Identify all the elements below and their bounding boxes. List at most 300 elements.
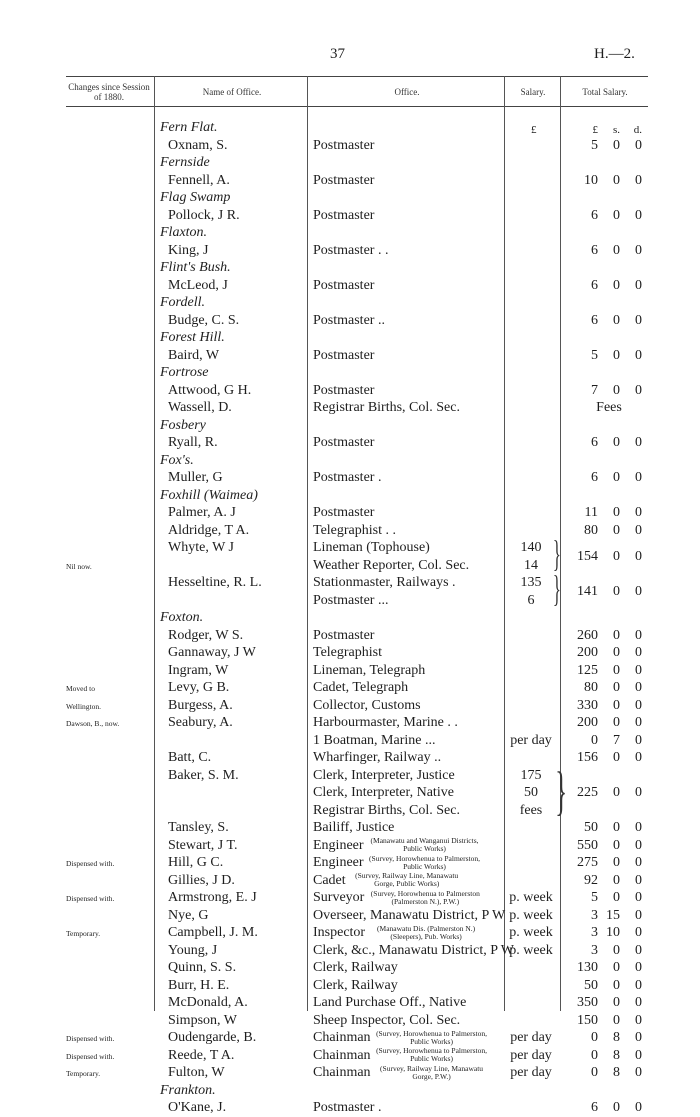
total-shillings: 0 (613, 872, 620, 888)
office-title (313, 994, 466, 1012)
officer-name: Young, J (168, 942, 218, 958)
officer-name: Fennell, A. (168, 172, 230, 188)
officer-name: Oxnam, S. (168, 137, 228, 153)
officer-name: Muller, G (168, 470, 223, 485)
office-title (313, 959, 398, 977)
place-heading: Foxton. (160, 610, 204, 625)
total-shillings: 0 (613, 1012, 620, 1028)
total-shillings: 0 (613, 207, 620, 223)
total-pence: 0 (635, 470, 642, 485)
total-shillings: 0 (613, 522, 620, 538)
total-pounds: 6 (591, 242, 598, 258)
office-text: Telegraphist . . (313, 522, 396, 538)
office-title (313, 172, 374, 190)
office-title (313, 697, 421, 715)
total-pounds: 141 (577, 583, 598, 599)
total-pounds: 50 (584, 977, 598, 993)
total-pence: 0 (635, 907, 642, 923)
office-text: Overseer, Manawatu District, P W (313, 907, 506, 923)
officer-name: Pollock, J R. (168, 207, 240, 223)
total-pence: 0 (635, 1047, 642, 1063)
total-pence: 0 (635, 837, 642, 853)
table-row (0, 819, 700, 837)
salary-value: 140 (520, 540, 542, 555)
salary-value: per day (510, 1065, 552, 1080)
change-note: Dispensed with. (66, 1034, 115, 1043)
table-row (0, 697, 700, 715)
office-title (313, 714, 458, 732)
total-shillings: 0 (613, 277, 620, 293)
total-pence: 0 (635, 977, 642, 993)
officer-name: Quinn, S. S. (168, 960, 237, 975)
total-pounds: 125 (577, 662, 598, 678)
office-title (313, 469, 381, 487)
total-shillings: 7 (613, 732, 620, 748)
officer-name: Simpson, W (168, 1012, 237, 1028)
office-detail: (Survey, Railway Line, Manawatu Gorge, P.W.) (380, 1063, 484, 1081)
total-pounds: 6 (591, 1100, 598, 1115)
total-shillings: 0 (613, 137, 620, 153)
office-text: Registrar Births, Col. Sec. (313, 400, 460, 415)
total-pence: 0 (635, 277, 642, 293)
total-shillings: 0 (613, 942, 620, 958)
total-pence: 0 (635, 995, 642, 1010)
office-text: Inspector (313, 925, 366, 940)
office-title (313, 434, 374, 452)
office-text: Clerk, Interpreter, Justice (313, 767, 455, 783)
total-shillings: 0 (613, 382, 620, 398)
office-detail: (Survey, Railway Line, Manawatu Gorge, Public Works) (355, 871, 459, 889)
table-row (0, 1029, 700, 1047)
total-shillings: 0 (613, 855, 620, 870)
total-shillings: 0 (613, 347, 620, 363)
office-text: Lineman (Tophouse) (313, 540, 430, 555)
office-title (313, 277, 374, 295)
salary-value: 50 (524, 785, 538, 800)
table-row (0, 259, 700, 277)
office-text: Cadet, Telegraph (313, 680, 409, 695)
office-title (313, 1012, 460, 1030)
total-pounds: 80 (584, 680, 598, 695)
total-pence: 0 (635, 680, 642, 695)
page-reference: H.—2. (594, 46, 635, 62)
total-pounds: 6 (591, 207, 598, 223)
total-pounds: 0 (591, 1065, 598, 1080)
total-shillings: 0 (613, 645, 620, 660)
officer-name: King, J (168, 242, 209, 258)
total-shillings: 0 (613, 715, 620, 730)
total-pence: 0 (635, 1100, 642, 1115)
officer-name: Seabury, A. (168, 715, 233, 730)
office-title (313, 662, 425, 680)
salary-value: per day (510, 732, 552, 748)
officer-name: Palmer, A. J (168, 505, 236, 520)
table-row (0, 399, 700, 417)
office-text: Lineman, Telegraph (313, 662, 426, 678)
office-title (313, 837, 484, 855)
total-pence: 0 (635, 172, 642, 188)
officer-name: Nye, G (168, 907, 209, 923)
officer-name: Burr, H. E. (168, 977, 230, 993)
table-row (0, 119, 700, 137)
page-number: 37 (330, 46, 345, 62)
total-shillings: 15 (606, 907, 620, 923)
total-pence: 0 (635, 662, 642, 678)
total-pence: 0 (635, 732, 642, 748)
table-row (0, 732, 700, 750)
office-text: Land Purchase Off., Native (313, 995, 467, 1010)
officer-name: Oudengarde, B. (168, 1030, 257, 1045)
table-row (0, 1099, 700, 1117)
pounds-unit: £ (592, 124, 598, 136)
office-title (313, 504, 374, 522)
total-shillings: 10 (606, 925, 620, 940)
total-shillings: 8 (613, 1047, 620, 1063)
office-text: Postmaster (313, 172, 375, 188)
officer-name: Wassell, D. (168, 400, 232, 415)
total-pounds: 200 (577, 715, 598, 730)
total-pounds: 130 (577, 960, 598, 975)
total-pence: 0 (635, 925, 642, 940)
office-text: Postmaster . (313, 470, 382, 485)
salary-value: fees (519, 802, 543, 818)
officer-name: Budge, C. S. (168, 312, 240, 328)
table-row (0, 434, 700, 452)
total-shillings: 0 (613, 820, 620, 835)
total-pence: 0 (635, 820, 642, 835)
officer-name: Aldridge, T A. (168, 522, 250, 538)
office-text: Collector, Customs (313, 697, 421, 713)
office-title (313, 819, 394, 837)
office-text: Clerk, Interpreter, Native (313, 785, 454, 800)
table-row (0, 889, 700, 907)
place-heading: Frankton. (160, 1082, 216, 1098)
table-row (0, 329, 700, 347)
office-text: 1 Boatman, Marine ... (313, 732, 436, 748)
total-shillings: 0 (613, 548, 620, 564)
salary-value: 175 (520, 767, 542, 783)
total-pence: 0 (635, 137, 642, 153)
office-text: Postmaster (313, 277, 375, 293)
brace-bracket: } (552, 569, 561, 610)
total-pence: 0 (635, 890, 642, 905)
office-title (313, 312, 385, 330)
total-pence: 0 (635, 1012, 642, 1028)
total-shillings: 0 (613, 312, 620, 328)
table-row (0, 662, 700, 680)
officer-name: Stewart, J T. (168, 837, 238, 853)
office-text: Chainman (313, 1065, 371, 1080)
office-title (313, 854, 484, 872)
table-row (0, 522, 700, 540)
office-text: Postmaster (313, 435, 375, 450)
table-row (0, 1047, 700, 1065)
total-pounds: 6 (591, 435, 598, 450)
total-pounds: 3 (591, 925, 598, 940)
total-pounds: 6 (591, 312, 598, 328)
place-heading: Fosbery (160, 417, 206, 433)
office-title (313, 907, 505, 925)
table-row (0, 994, 700, 1012)
office-text: Weather Reporter, Col. Sec. (313, 557, 470, 573)
office-text: Clerk, Railway (313, 960, 398, 975)
change-note: Dispensed with. (66, 859, 115, 868)
total-shillings: 0 (613, 242, 620, 258)
office-title (313, 242, 388, 260)
office-detail: (Survey, Horowhenua to Palmerston, Public Works) (376, 1028, 488, 1046)
salary-value: per day (510, 1047, 552, 1063)
change-note: Dawson, B., now. (66, 719, 120, 728)
column-header-name: Name of Office. (202, 87, 262, 97)
office-text: Bailiff, Justice (313, 820, 395, 835)
table-row (0, 907, 700, 925)
total-pounds: 5 (591, 890, 598, 905)
table-row (0, 154, 700, 172)
table-row (0, 872, 700, 890)
office-detail: (Survey, Horowhenua to Palmerston (Palmerston N.), P.W.) (370, 888, 480, 906)
total-pence: 0 (635, 1065, 642, 1080)
place-heading: Fox's. (160, 452, 194, 468)
office-detail: (Manawatu and Wanganui Districts, Public Works) (370, 836, 479, 854)
office-title (313, 207, 374, 225)
officer-name: Fulton, W (168, 1065, 225, 1080)
total-shillings: 0 (613, 890, 620, 905)
total-pounds: 7 (591, 382, 598, 398)
total-pence: 0 (635, 242, 642, 258)
total-shillings: 0 (613, 627, 620, 643)
total-pence: 0 (635, 872, 642, 888)
office-text: Harbourmaster, Marine . . (313, 715, 458, 730)
officer-name: Baird, W (168, 347, 220, 363)
salary-value: 14 (524, 557, 538, 573)
office-text: Wharfinger, Railway .. (313, 750, 442, 765)
total-pounds: 225 (577, 785, 598, 800)
officer-name: McDonald, A. (168, 995, 248, 1010)
office-title (313, 347, 374, 365)
office-detail: (Survey, Horowhenua to Palmerston, Public Works) (376, 1046, 488, 1064)
office-text: Chainman (313, 1030, 371, 1045)
officer-name: Gillies, J D. (168, 872, 235, 888)
table-row (0, 207, 700, 225)
total-pence: 0 (635, 855, 642, 870)
office-text: Cadet (313, 872, 346, 888)
total-shillings: 8 (613, 1030, 620, 1045)
total-shillings: 0 (613, 505, 620, 520)
office-text: Postmaster ... (313, 592, 389, 608)
office-title (313, 872, 466, 890)
brace-bracket: } (552, 534, 561, 575)
salary-value: p. week (509, 942, 553, 958)
office-text: Chainman (313, 1047, 371, 1063)
salary-unit: £ (531, 124, 537, 136)
officer-name: Baker, S. M. (168, 767, 239, 783)
office-text: Postmaster (313, 627, 375, 643)
table-row (0, 609, 700, 627)
change-note: Temporary. (66, 929, 101, 938)
total-pence: 0 (635, 627, 642, 643)
office-title (313, 522, 396, 540)
office-title (313, 382, 374, 400)
table-row (0, 312, 700, 330)
total-pence: 0 (635, 505, 642, 520)
officer-name: Gannaway, J W (168, 645, 256, 660)
brace-bracket: } (555, 759, 567, 821)
total-pounds: 50 (584, 820, 598, 835)
officer-name: Ryall, R. (168, 435, 218, 450)
officer-name: Attwood, G H. (168, 382, 252, 398)
table-row (0, 837, 700, 855)
salary-value: p. week (509, 925, 553, 940)
office-text: Surveyor (313, 890, 365, 905)
total-pounds: 6 (591, 277, 598, 293)
total-pounds: 80 (584, 522, 598, 538)
total-pence: 0 (635, 715, 642, 730)
place-heading: Fernside (160, 155, 210, 170)
total-pounds: 150 (577, 1012, 598, 1028)
total-shillings: 0 (613, 960, 620, 975)
total-pence: 0 (635, 312, 642, 328)
place-heading: Flint's Bush. (160, 260, 231, 275)
total-pounds: 5 (591, 137, 598, 153)
total-shillings: 0 (613, 470, 620, 485)
table-row (0, 452, 700, 470)
officer-name: Tansley, S. (168, 820, 229, 835)
officer-name: Hesseltine, R. L. (168, 575, 262, 590)
salary-value: 135 (520, 575, 542, 590)
total-shillings: 0 (613, 750, 620, 765)
officer-name: O'Kane, J. (168, 1100, 227, 1115)
table-row (0, 942, 700, 960)
change-note: Moved to (66, 684, 95, 693)
column-header-changes: Changes since Session of 1880. (68, 82, 150, 102)
total-pounds: 0 (591, 1030, 598, 1045)
table-row (0, 172, 700, 190)
table-row (0, 189, 700, 207)
officer-name: Ingram, W (168, 662, 229, 678)
total-pounds: 260 (577, 627, 598, 643)
change-note: Dispensed with. (66, 1051, 115, 1061)
total-pounds: 3 (591, 907, 598, 923)
office-title (313, 137, 374, 155)
table-row (0, 854, 700, 872)
salary-value: p. week (509, 890, 553, 905)
total-pence: 0 (635, 435, 642, 450)
table-row (0, 417, 700, 435)
office-text: Stationmaster, Railways . (313, 575, 456, 590)
table-row (0, 224, 700, 242)
office-text: Telegraphist (313, 645, 382, 660)
total-shillings: 0 (613, 837, 620, 853)
office-text: Postmaster (313, 505, 375, 520)
table-row (0, 627, 700, 645)
officer-name: Reede, T A. (168, 1047, 235, 1063)
office-title (313, 1064, 491, 1082)
total-pounds: 0 (591, 1047, 598, 1063)
total-pounds: 275 (577, 855, 598, 870)
office-title (313, 1047, 491, 1065)
total-pence: 0 (635, 960, 642, 975)
office-title (313, 732, 435, 750)
office-title (313, 1029, 491, 1047)
table-row (0, 679, 700, 697)
office-title (313, 942, 514, 960)
salary-value: p. week (509, 907, 553, 923)
table-row (0, 382, 700, 400)
office-text: Clerk, Railway (313, 977, 398, 993)
office-title (313, 679, 408, 697)
change-note: Dispensed with. (66, 894, 115, 903)
column-header-office: Office. (394, 87, 420, 97)
pence-unit: d. (633, 124, 642, 136)
office-title (313, 889, 484, 907)
total-pounds: 10 (584, 172, 598, 188)
table-row (0, 1082, 700, 1100)
total-pounds: 330 (577, 697, 598, 713)
total-pence: 0 (635, 522, 642, 538)
total-fees: Fees (596, 400, 622, 415)
total-pounds: 350 (577, 995, 598, 1010)
place-heading: Fern Flat. (160, 120, 218, 135)
office-text: Postmaster (313, 382, 375, 398)
table-row (0, 137, 700, 155)
officer-name: Rodger, W S. (168, 627, 244, 643)
office-detail: (Survey, Horowhenua to Palmerston, Public Works) (369, 853, 480, 871)
table-row (0, 749, 700, 767)
shillings-unit: s. (612, 124, 620, 136)
office-title (313, 749, 441, 767)
office-title (313, 767, 455, 785)
office-text: Registrar Births, Col. Sec. (313, 802, 460, 818)
table-row (0, 959, 700, 977)
table-row (0, 644, 700, 662)
total-pence: 0 (635, 750, 642, 765)
total-shillings: 0 (613, 435, 620, 450)
table-row (0, 1064, 700, 1082)
table-row (0, 364, 700, 382)
total-pounds: 156 (577, 750, 598, 765)
office-text: Postmaster .. (313, 312, 385, 328)
office-title (313, 924, 485, 942)
office-text: Postmaster (313, 207, 375, 223)
salary-value: per day (510, 1030, 552, 1045)
total-pence: 0 (635, 942, 642, 958)
total-pence: 0 (635, 583, 642, 599)
office-title (313, 627, 374, 645)
officer-name: Campbell, J. M. (168, 925, 258, 940)
total-shillings: 0 (613, 662, 620, 678)
office-text: Postmaster (313, 347, 375, 363)
office-text: Engineer (313, 837, 364, 853)
column-header-total: Total Salary. (582, 87, 628, 97)
table-row (0, 802, 700, 820)
total-pounds: 3 (591, 942, 598, 958)
total-shillings: 0 (613, 172, 620, 188)
table-row (0, 277, 700, 295)
total-shillings: 8 (613, 1065, 620, 1080)
total-pence: 0 (635, 697, 642, 713)
total-pence: 0 (635, 207, 642, 223)
change-note: Wellington. (66, 701, 102, 711)
table-row (0, 977, 700, 995)
place-heading: Flag Swamp (160, 190, 231, 205)
table-row (0, 714, 700, 732)
office-title (313, 1099, 381, 1117)
total-shillings: 0 (613, 977, 620, 993)
office-title (313, 977, 398, 995)
office-detail: (Manawatu Dis. (Palmerston N.) (Sleepers), Pub. Works) (377, 923, 476, 941)
place-heading: Fortrose (160, 365, 209, 380)
office-title (313, 399, 460, 417)
